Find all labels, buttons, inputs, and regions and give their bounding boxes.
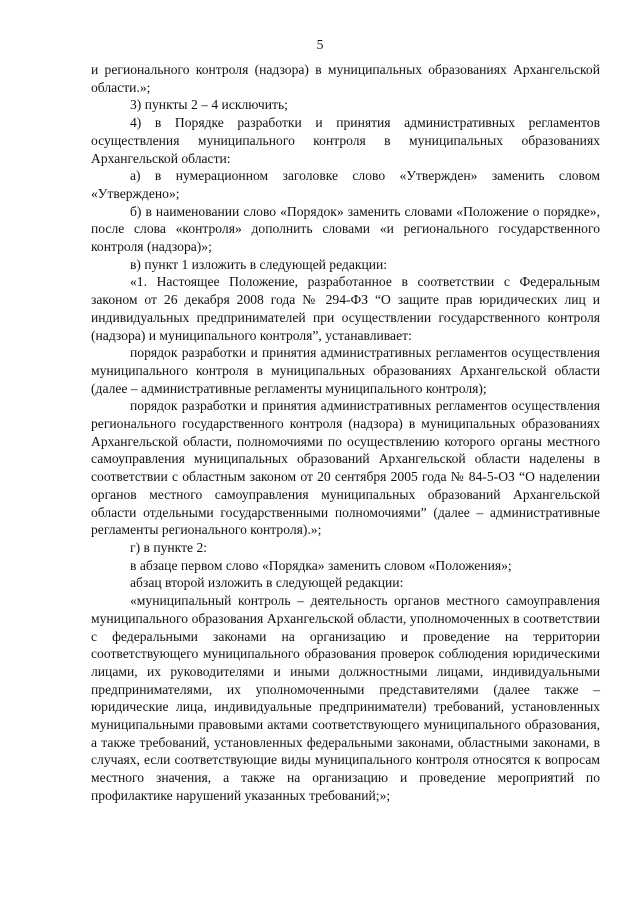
paragraph: г) в пункте 2: [130,539,208,555]
paragraph: в абзаце первом слово «Порядка» заменить словом «Положения»; [130,557,512,573]
paragraph: 4) в Порядке разработки и принятия административных регламентов осуществления муниципального контроля в муниципальных образованиях Архангельской области: [91,115,600,166]
paragraph: порядок разработки и принятия административных регламентов осуществления муниципального контроля в муниципальных образованиях Архангельской области (далее – административные регламенты муниципального контроля); [91,345,600,396]
paragraph: «муниципальный контроль – деятельность органов местного самоуправления муниципального образования Архангельской области, уполномоченных в соответствии с федеральными законами на организацию и проведение на территории соответствующего муниципального образования проверок соблюдения юридическими лицами, их руководителями и иными должностными лицами, индивидуальными предпринимателями, их уполномоченными представителями (далее также – юридические лица, индивидуальные предприниматели) требований, установленных муниципальными правовыми актами соответствующего муниципального образования, а также требований, установленных федеральными законами, областными законами, в случаях, если соответствующие виды муниципального контроля относятся к вопросам местного значения, а также на организацию и проведение мероприятий по профилактике нарушений указанных требований;»; [91,593,600,803]
paragraph: 3) пункты 2 – 4 исключить; [130,97,288,113]
paragraph: б) в наименовании слово «Порядок» заменить словами «Положение о порядке», после слова «контроля» дополнить словами «и регионального государственного контроля (надзора)»; [91,203,600,255]
paragraph: и регионального контроля (надзора) в муниципальных образованиях Архангельской области.»; [91,62,600,95]
paragraph: «1. Настоящее Положение, разработанное в соответствии с Федеральным законом от 26 декабря 2008 года № 294-ФЗ “О защите прав юридических лиц и индивидуальных предпринимателей при осуществлении государственного контроля (надзора) и муниципального контроля”, устанавливает: [91,274,600,343]
document-body [91,61,600,805]
paragraph: абзац второй изложить в следующей редакции: [130,575,404,591]
paragraph: а) в нумерационном заголовке слово «Утвержден» заменить словом «Утверждено»; [91,168,600,201]
paragraph: в) пункт 1 изложить в следующей редакции: [130,256,388,272]
page-number: 5 [316,37,324,52]
paragraph: порядок разработки и принятия административных регламентов осуществления регионального государственного контроля (надзора) в муниципальных образованиях Архангельской области, полномочиями по осуществлению которого органы местного самоуправления муниципальных образований Архангельской области наделены в соответствии с областным законом от 20 сентября 2005 года № 84-5-ОЗ “О наделении органов местного самоуправления муниципальных образований Архангельской области отдельными государственными полномочиями” (далее – административные регламенты регионального контроля).»; [91,398,600,538]
